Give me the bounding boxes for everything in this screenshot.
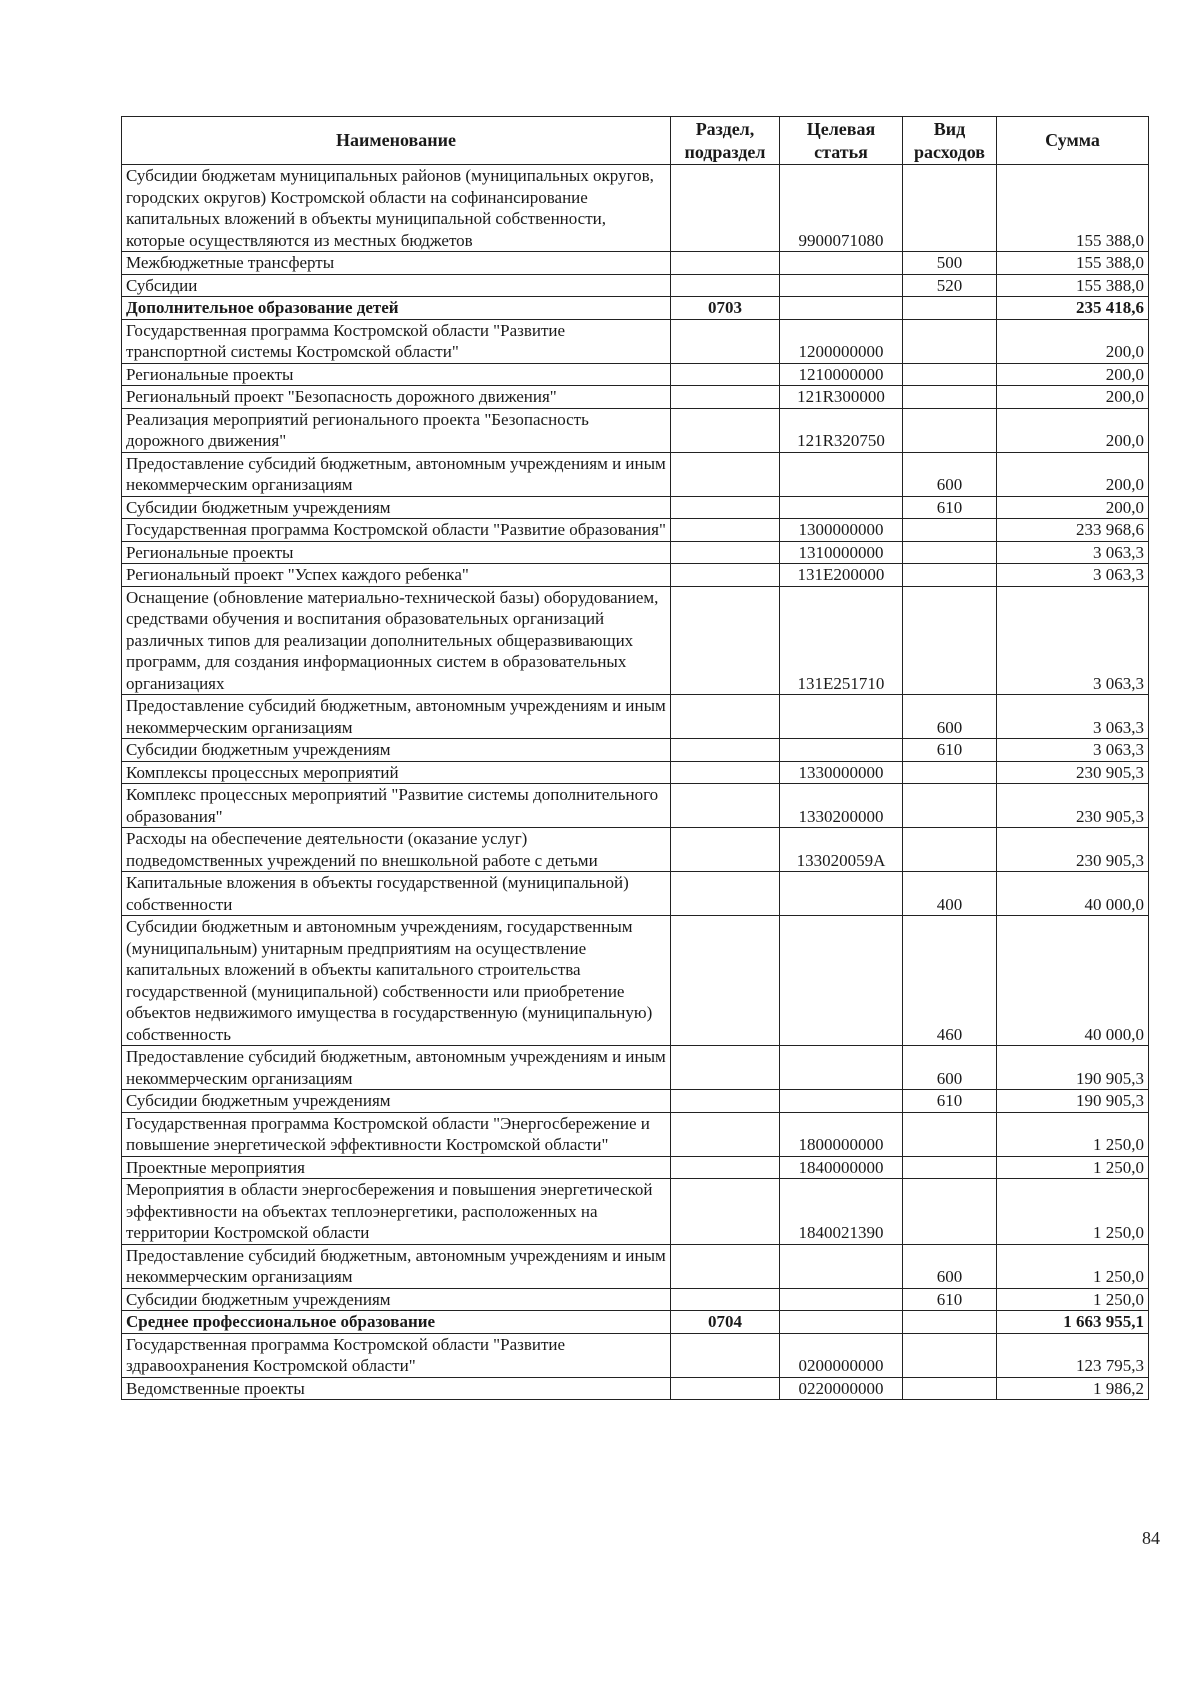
- cell-type: 600: [903, 452, 997, 496]
- table-row: [122, 1156, 1149, 1179]
- table-row: [122, 1311, 1149, 1334]
- cell-code: 1330200000: [780, 784, 903, 828]
- cell-type: [903, 1179, 997, 1245]
- table-row: [122, 363, 1149, 386]
- cell-code: [780, 496, 903, 519]
- table-row: [122, 408, 1149, 452]
- table-row: [122, 1046, 1149, 1090]
- cell-sum: 200,0: [997, 386, 1149, 409]
- cell-name: Комплекс процессных мероприятий "Развитие системы дополнительного образования": [122, 784, 671, 828]
- table-row: [122, 1288, 1149, 1311]
- cell-name: Среднее профессиональное образование: [122, 1311, 671, 1334]
- cell-code: [780, 1046, 903, 1090]
- cell-type: [903, 586, 997, 695]
- cell-sum: 230 905,3: [997, 761, 1149, 784]
- cell-code: 1330000000: [780, 761, 903, 784]
- cell-code: 9900071080: [780, 165, 903, 252]
- table-row: [122, 564, 1149, 587]
- cell-type: 600: [903, 1244, 997, 1288]
- table-body: [122, 165, 1149, 1400]
- cell-sum: 1 986,2: [997, 1377, 1149, 1400]
- cell-code: 131E200000: [780, 564, 903, 587]
- cell-name: Капитальные вложения в объекты государственной (муниципальной) собственности: [122, 872, 671, 916]
- cell-code: [780, 1288, 903, 1311]
- cell-code: 0220000000: [780, 1377, 903, 1400]
- cell-section: [671, 1112, 780, 1156]
- cell-type: 400: [903, 872, 997, 916]
- cell-name: Субсидии бюджетным учреждениям: [122, 1090, 671, 1113]
- cell-code: 1840000000: [780, 1156, 903, 1179]
- table-row: [122, 784, 1149, 828]
- cell-sum: 3 063,3: [997, 541, 1149, 564]
- table-row: [122, 695, 1149, 739]
- cell-type: [903, 1311, 997, 1334]
- table-row: [122, 496, 1149, 519]
- header-type: Вид расходов: [903, 117, 997, 165]
- cell-sum: 123 795,3: [997, 1333, 1149, 1377]
- cell-sum: 3 063,3: [997, 586, 1149, 695]
- table-row: [122, 541, 1149, 564]
- cell-name: Региональный проект "Успех каждого ребенка": [122, 564, 671, 587]
- cell-section: [671, 386, 780, 409]
- table-row: [122, 274, 1149, 297]
- cell-code: [780, 452, 903, 496]
- cell-section: 0704: [671, 1311, 780, 1334]
- cell-section: [671, 564, 780, 587]
- cell-code: 121R320750: [780, 408, 903, 452]
- cell-sum: 1 250,0: [997, 1288, 1149, 1311]
- cell-section: [671, 872, 780, 916]
- cell-sum: 1 250,0: [997, 1156, 1149, 1179]
- cell-sum: 200,0: [997, 363, 1149, 386]
- cell-sum: 230 905,3: [997, 784, 1149, 828]
- cell-section: [671, 695, 780, 739]
- cell-name: Государственная программа Костромской области "Развитие транспортной системы Костромской области": [122, 319, 671, 363]
- budget-table: [121, 116, 1149, 1400]
- cell-sum: 200,0: [997, 452, 1149, 496]
- cell-section: [671, 916, 780, 1046]
- header-sum: Сумма: [997, 117, 1149, 165]
- table-row: [122, 1333, 1149, 1377]
- cell-sum: 235 418,6: [997, 297, 1149, 320]
- cell-name: Ведомственные проекты: [122, 1377, 671, 1400]
- cell-sum: 155 388,0: [997, 252, 1149, 275]
- cell-type: [903, 519, 997, 542]
- table-row: [122, 828, 1149, 872]
- cell-section: [671, 252, 780, 275]
- cell-name: Субсидии бюджетным учреждениям: [122, 496, 671, 519]
- cell-section: [671, 739, 780, 762]
- cell-section: [671, 408, 780, 452]
- cell-code: [780, 916, 903, 1046]
- cell-code: 1300000000: [780, 519, 903, 542]
- cell-code: [780, 872, 903, 916]
- cell-name: Государственная программа Костромской области "Энергосбережение и повышение энергетической эффективности Костромской области": [122, 1112, 671, 1156]
- cell-code: 133020059А: [780, 828, 903, 872]
- table-row: [122, 1090, 1149, 1113]
- cell-sum: 40 000,0: [997, 916, 1149, 1046]
- cell-type: [903, 1377, 997, 1400]
- cell-section: [671, 784, 780, 828]
- cell-code: 1210000000: [780, 363, 903, 386]
- cell-section: [671, 496, 780, 519]
- cell-sum: 200,0: [997, 408, 1149, 452]
- cell-section: [671, 1156, 780, 1179]
- cell-sum: 155 388,0: [997, 274, 1149, 297]
- cell-type: 610: [903, 496, 997, 519]
- cell-name: Мероприятия в области энергосбережения и повышения энергетической эффективности на объектах теплоэнергетики, расположенных на территории Костромской области: [122, 1179, 671, 1245]
- cell-type: [903, 828, 997, 872]
- table-row: [122, 519, 1149, 542]
- cell-code: 1840021390: [780, 1179, 903, 1245]
- cell-code: [780, 1090, 903, 1113]
- header-code: Целевая статья: [780, 117, 903, 165]
- cell-sum: 1 250,0: [997, 1112, 1149, 1156]
- table-row: [122, 252, 1149, 275]
- cell-type: [903, 319, 997, 363]
- cell-type: 600: [903, 695, 997, 739]
- cell-name: Предоставление субсидий бюджетным, автономным учреждениям и иным некоммерческим организациям: [122, 1244, 671, 1288]
- cell-section: [671, 761, 780, 784]
- table-row: [122, 916, 1149, 1046]
- cell-name: Предоставление субсидий бюджетным, автономным учреждениям и иным некоммерческим организациям: [122, 695, 671, 739]
- cell-section: [671, 319, 780, 363]
- cell-section: 0703: [671, 297, 780, 320]
- cell-section: [671, 165, 780, 252]
- cell-type: 610: [903, 1090, 997, 1113]
- cell-section: [671, 1179, 780, 1245]
- cell-type: [903, 1112, 997, 1156]
- cell-type: [903, 408, 997, 452]
- table-row: [122, 297, 1149, 320]
- header-name: Наименование: [122, 117, 671, 165]
- cell-section: [671, 1288, 780, 1311]
- cell-name: Комплексы процессных мероприятий: [122, 761, 671, 784]
- cell-name: Предоставление субсидий бюджетным, автономным учреждениям и иным некоммерческим организациям: [122, 452, 671, 496]
- cell-name: Проектные мероприятия: [122, 1156, 671, 1179]
- cell-name: Субсидии: [122, 274, 671, 297]
- cell-section: [671, 452, 780, 496]
- cell-sum: 230 905,3: [997, 828, 1149, 872]
- cell-type: [903, 165, 997, 252]
- cell-name: Субсидии бюджетным учреждениям: [122, 739, 671, 762]
- cell-code: 1800000000: [780, 1112, 903, 1156]
- cell-section: [671, 519, 780, 542]
- cell-section: [671, 274, 780, 297]
- cell-code: [780, 252, 903, 275]
- cell-type: [903, 386, 997, 409]
- cell-type: [903, 784, 997, 828]
- cell-sum: 200,0: [997, 496, 1149, 519]
- cell-sum: 3 063,3: [997, 739, 1149, 762]
- table-row: [122, 452, 1149, 496]
- cell-sum: 1 250,0: [997, 1179, 1149, 1245]
- cell-section: [671, 363, 780, 386]
- cell-code: [780, 1311, 903, 1334]
- table-row: [122, 872, 1149, 916]
- table-row: [122, 1179, 1149, 1245]
- cell-sum: 3 063,3: [997, 564, 1149, 587]
- table-row: [122, 586, 1149, 695]
- cell-type: [903, 1333, 997, 1377]
- cell-name: Региональный проект "Безопасность дорожного движения": [122, 386, 671, 409]
- cell-name: Предоставление субсидий бюджетным, автономным учреждениям и иным некоммерческим организациям: [122, 1046, 671, 1090]
- cell-type: [903, 564, 997, 587]
- cell-name: Субсидии бюджетным учреждениям: [122, 1288, 671, 1311]
- cell-name: Субсидии бюджетам муниципальных районов (муниципальных округов, городских округов) Костромской области на софинансирование капитальных вложений в объекты муниципальной собственности, которые осуществляются из местных бюджетов: [122, 165, 671, 252]
- cell-type: 500: [903, 252, 997, 275]
- cell-name: Государственная программа Костромской области "Развитие образования": [122, 519, 671, 542]
- cell-type: 520: [903, 274, 997, 297]
- table-row: [122, 1377, 1149, 1400]
- cell-section: [671, 1377, 780, 1400]
- header-row: [122, 117, 1149, 165]
- cell-type: 610: [903, 739, 997, 762]
- cell-name: Государственная программа Костромской области "Развитие здравоохранения Костромской области": [122, 1333, 671, 1377]
- cell-sum: 3 063,3: [997, 695, 1149, 739]
- cell-type: 610: [903, 1288, 997, 1311]
- table-row: [122, 761, 1149, 784]
- cell-name: Региональные проекты: [122, 363, 671, 386]
- cell-sum: 200,0: [997, 319, 1149, 363]
- cell-section: [671, 828, 780, 872]
- cell-code: [780, 1244, 903, 1288]
- cell-name: Региональные проекты: [122, 541, 671, 564]
- cell-sum: 40 000,0: [997, 872, 1149, 916]
- header-section: Раздел, подраздел: [671, 117, 780, 165]
- cell-sum: 1 250,0: [997, 1244, 1149, 1288]
- cell-code: 131E251710: [780, 586, 903, 695]
- page-number: 84: [1142, 1528, 1160, 1548]
- cell-code: 1310000000: [780, 541, 903, 564]
- table-row: [122, 165, 1149, 252]
- cell-section: [671, 586, 780, 695]
- cell-type: [903, 363, 997, 386]
- cell-name: Дополнительное образование детей: [122, 297, 671, 320]
- cell-type: 460: [903, 916, 997, 1046]
- cell-sum: 155 388,0: [997, 165, 1149, 252]
- cell-sum: 190 905,3: [997, 1046, 1149, 1090]
- cell-sum: 190 905,3: [997, 1090, 1149, 1113]
- cell-section: [671, 1046, 780, 1090]
- cell-sum: 1 663 955,1: [997, 1311, 1149, 1334]
- table-row: [122, 386, 1149, 409]
- cell-name: Субсидии бюджетным и автономным учреждениям, государственным (муниципальным) унитарным предприятиям на осуществление капитальных вложений в объекты капитального строительства государственной (муниципальной) собственности или приобретение объектов недвижимого имущества в государственную (муниципальную) собственность: [122, 916, 671, 1046]
- cell-code: 121R300000: [780, 386, 903, 409]
- cell-code: 0200000000: [780, 1333, 903, 1377]
- cell-sum: 233 968,6: [997, 519, 1149, 542]
- cell-code: [780, 297, 903, 320]
- cell-section: [671, 1090, 780, 1113]
- cell-type: [903, 761, 997, 784]
- cell-type: [903, 541, 997, 564]
- cell-section: [671, 541, 780, 564]
- table-row: [122, 1244, 1149, 1288]
- cell-code: [780, 274, 903, 297]
- cell-type: 600: [903, 1046, 997, 1090]
- cell-section: [671, 1244, 780, 1288]
- cell-type: [903, 1156, 997, 1179]
- cell-name: Межбюджетные трансферты: [122, 252, 671, 275]
- cell-code: 1200000000: [780, 319, 903, 363]
- cell-code: [780, 739, 903, 762]
- cell-name: Оснащение (обновление материально-технической базы) оборудованием, средствами обучения и воспитания образовательных организаций различных типов для реализации дополнительных общеразвивающих программ, для создания информационных систем в образовательных организациях: [122, 586, 671, 695]
- table-row: [122, 1112, 1149, 1156]
- cell-type: [903, 297, 997, 320]
- table-row: [122, 319, 1149, 363]
- cell-section: [671, 1333, 780, 1377]
- table-row: [122, 739, 1149, 762]
- cell-code: [780, 695, 903, 739]
- cell-name: Реализация мероприятий регионального проекта "Безопасность дорожного движения": [122, 408, 671, 452]
- cell-name: Расходы на обеспечение деятельности (оказание услуг) подведомственных учреждений по внешкольной работе с детьми: [122, 828, 671, 872]
